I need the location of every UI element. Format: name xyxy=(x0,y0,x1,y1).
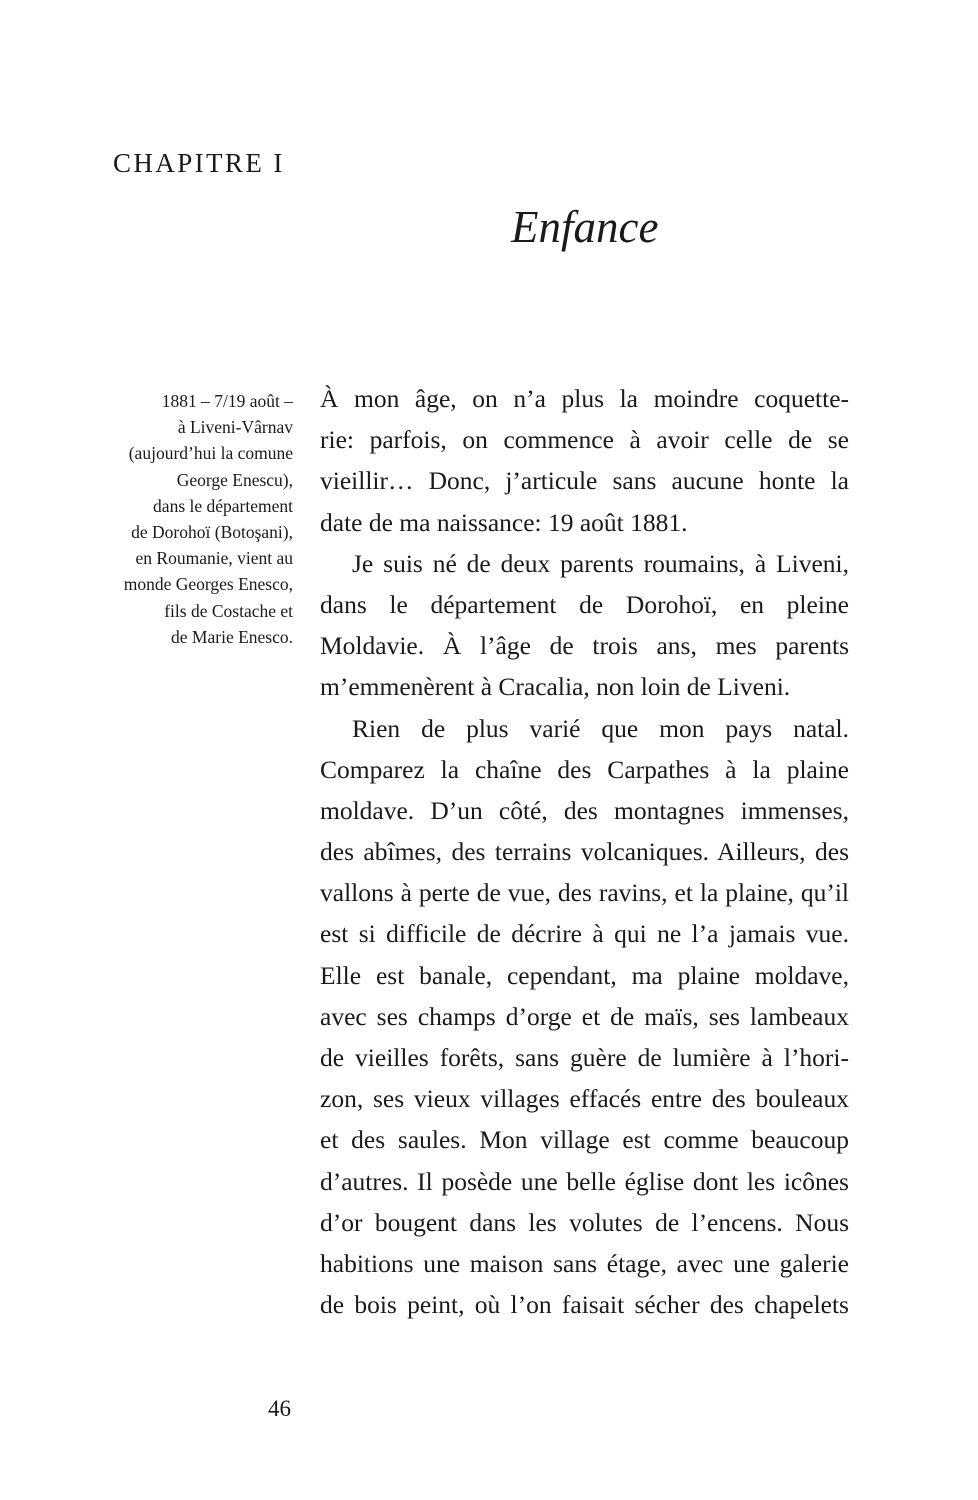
text-line: habitions une maison sans étage, avec une galerie xyxy=(320,1248,849,1278)
text-line: Comparez la chaîne des Carpathes à la plaine xyxy=(320,754,849,784)
margin-note-line: (aujourd’hui la comune xyxy=(128,443,293,464)
margin-note-line: monde Georges Enesco, xyxy=(123,574,293,595)
text-line: avec ses champs d’orge et de maïs, ses lambeaux xyxy=(320,1001,849,1031)
text-line: d’or bougent dans les volutes de l’encens. Nous xyxy=(320,1207,849,1237)
page-number: 46 xyxy=(268,1396,291,1421)
text-line: Elle est banale, cependant, ma plaine moldave, xyxy=(320,960,849,990)
text-line: est si difficile de décrire à qui ne l’a jamais vue. xyxy=(320,919,849,949)
text-line: vieillir… Donc, j’articule sans aucune honte la xyxy=(320,466,849,496)
text-line: zon, ses vieux villages effacés entre des bouleaux xyxy=(320,1084,849,1114)
margin-note-line: fils de Costache et xyxy=(164,600,293,621)
text-line: de bois peint, où l’on faisait sécher des chapelets xyxy=(320,1290,849,1320)
margin-note-line: de Marie Enesco. xyxy=(171,626,293,647)
text-line: dans le département de Dorohoï, en pleine xyxy=(320,589,849,619)
text-line: vallons à perte de vue, des ravins, et la plaine, qu’il xyxy=(320,878,849,908)
text-line: date de ma naissance: 19 août 1881. xyxy=(320,507,688,537)
text-line: moldave. D’un côté, des montagnes immenses, xyxy=(320,795,849,825)
body-text xyxy=(320,378,849,1325)
margin-note-line: dans le département xyxy=(153,495,293,516)
text-line: d’autres. Il posède une belle église dont les icônes xyxy=(320,1166,849,1196)
margin-note-line: de Dorohoï (Botoşani), xyxy=(131,522,293,543)
margin-note-line: en Roumanie, vient au xyxy=(135,548,293,569)
margin-note-line: 1881 – 7/19 août – xyxy=(161,391,293,411)
margin-note-line: George Enescu), xyxy=(176,469,293,490)
chapter-title: Enfance xyxy=(511,202,659,252)
text-line: m’emmenèrent à Cracalia, non loin de Liveni. xyxy=(320,672,791,702)
margin-note-line: à Liveni-Vârnav xyxy=(177,417,293,438)
text-line: Moldavie. À l’âge de trois ans, mes parents xyxy=(320,631,849,661)
text-line: Je suis né de deux parents roumains, à Liveni, xyxy=(352,548,849,578)
margin-note xyxy=(60,388,293,650)
text-line: de vieilles forêts, sans guère de lumière à l’hori- xyxy=(320,1043,849,1072)
text-line: Rien de plus varié que mon pays natal. xyxy=(352,713,849,743)
text-line: des abîmes, des terrains volcaniques. Ailleurs, des xyxy=(320,837,849,867)
chapter-label: CHAPITRE I xyxy=(113,148,285,178)
text-line: À mon âge, on n’a plus la moindre coquette- xyxy=(320,384,849,413)
text-line: et des saules. Mon village est comme beaucoup xyxy=(320,1125,849,1155)
text-line: rie: parfois, on commence à avoir celle de se xyxy=(320,425,849,455)
